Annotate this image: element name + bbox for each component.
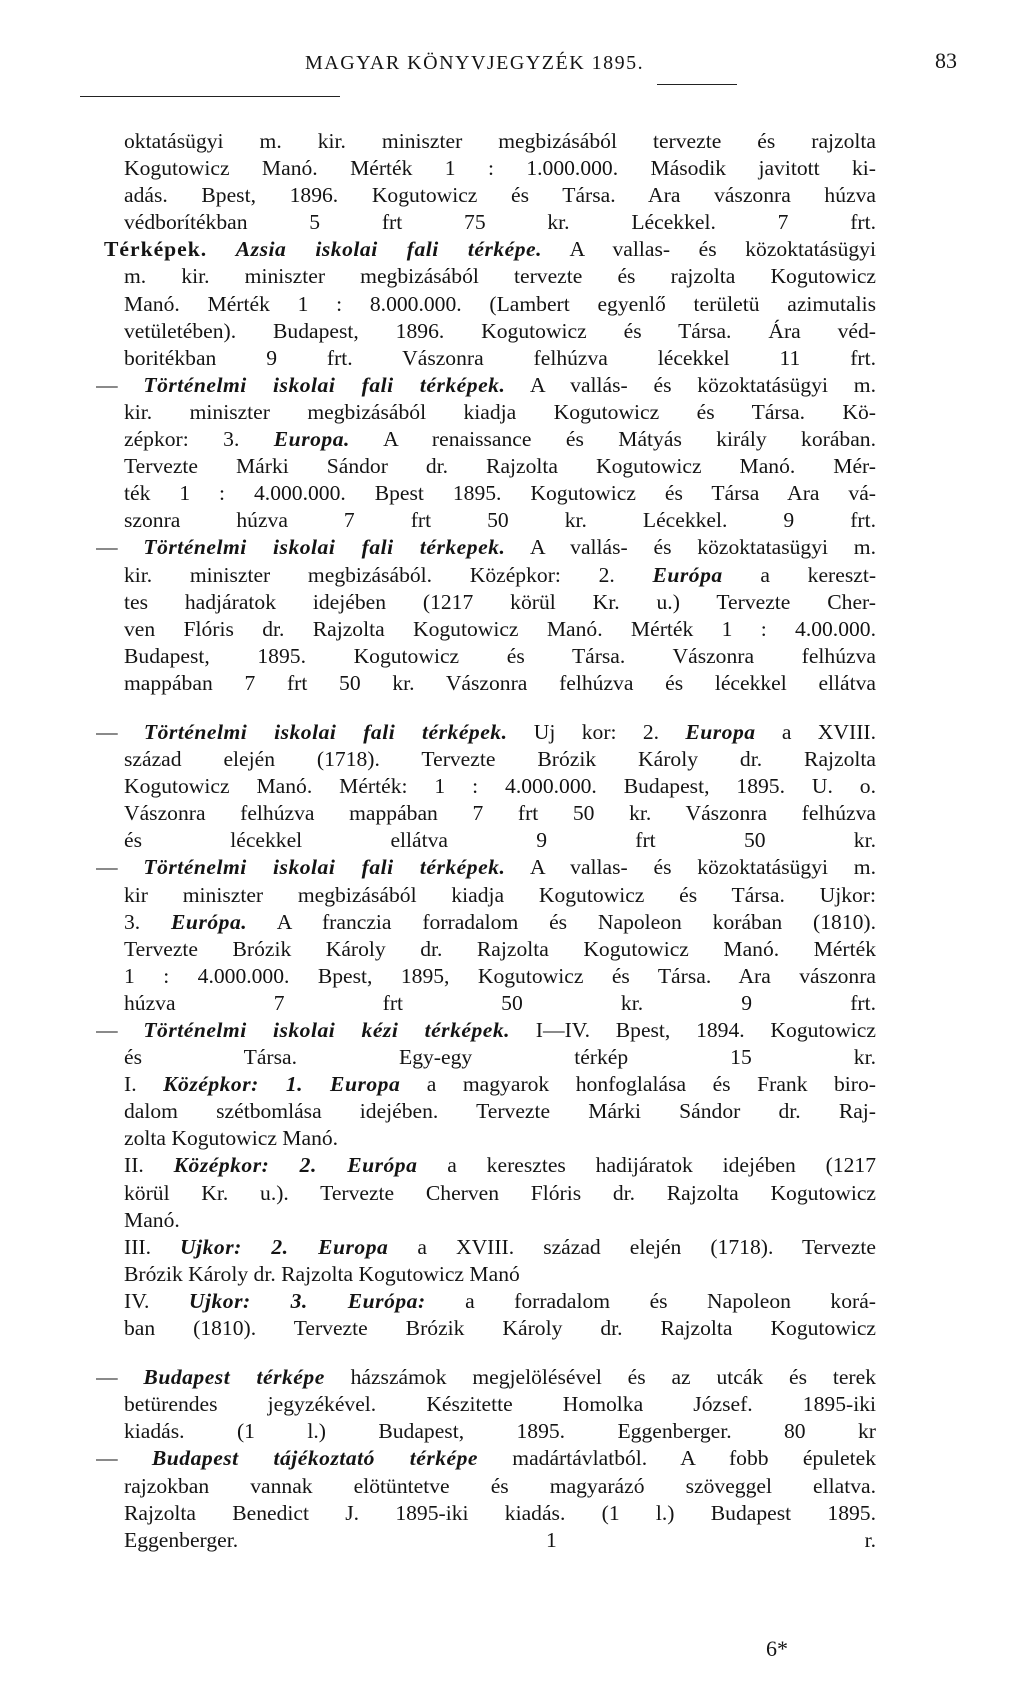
text-line: [124, 399, 876, 426]
line-segment: —: [96, 1446, 152, 1471]
text-line: [124, 746, 876, 773]
text-line: [124, 1500, 876, 1527]
text-line: [124, 1207, 876, 1234]
line-segment: —: [96, 535, 144, 560]
line-segment: a keresztes hadijáratok idejében (1217: [417, 1153, 876, 1178]
line-segment: a kereszt-: [722, 562, 876, 587]
catalog-text: [96, 128, 876, 1554]
line-segment: Budapest, 1895. Kogutowicz és Társa. Vászonra felhúzva: [124, 643, 876, 668]
line-segment: védborítékban 5 frt 75 kr. Lécekkel. 7 frt.: [124, 210, 876, 235]
text-line: [124, 827, 876, 854]
italic-title: Europa.: [273, 427, 350, 452]
text-line: [124, 1044, 876, 1071]
line-segment: ban (1810). Tervezte Brózik Károly dr. Rajzolta Kogutowicz: [124, 1316, 876, 1341]
italic-title: Europa: [685, 719, 756, 744]
text-line: [124, 291, 876, 318]
italic-title: Azsia iskolai fali térképe.: [235, 237, 543, 262]
line-segment: III.: [124, 1234, 181, 1259]
line-segment: vetületében). Budapest, 1896. Kogutowicz és Társa. Ára véd-: [124, 318, 876, 343]
line-segment: I.: [124, 1072, 164, 1097]
italic-title: Történelmi iskolai fali térképek.: [143, 372, 506, 397]
line-segment: betürendes jegyzékével. Készitette Homolka József. 1895-iki: [124, 1392, 876, 1417]
text-line: [124, 1315, 876, 1342]
text-line: [124, 616, 876, 643]
line-segment: a XVIII.: [755, 719, 876, 744]
text-line: [96, 1364, 876, 1391]
text-line: [124, 263, 876, 290]
line-segment: 1 : 4.000.000. Bpest, 1895, Kogutowicz és Társa. Ara vászonra: [124, 963, 876, 988]
text-line: [124, 562, 876, 589]
line-segment: oktatásügyi m. kir. miniszter megbizásából tervezte és rajzolta: [124, 129, 876, 153]
text-line: [124, 909, 876, 936]
text-line: [96, 854, 876, 881]
entry-gap: [124, 1342, 876, 1364]
text-line: [124, 128, 876, 155]
text-line: [124, 209, 876, 236]
line-segment: kir. miniszter megbizásából kiadja Kogutowicz és Társa. Kö-: [124, 399, 876, 424]
text-line: [124, 1098, 876, 1125]
italic-title: Budapest tájékoztató térképe: [151, 1446, 478, 1471]
text-line: [124, 670, 876, 697]
line-segment: adás. Bpest, 1896. Kogutowicz és Társa. Ara vászonra húzva: [124, 183, 876, 208]
italic-title: Ujkor: 3. Európa:: [188, 1288, 426, 1313]
text-line: [124, 1180, 876, 1207]
line-segment: boritékban 9 frt. Vászonra felhúzva lécekkel 11 frt.: [124, 345, 876, 370]
line-segment: körül Kr. u.). Tervezte Cherven Flóris dr. Rajzolta Kogutowicz: [124, 1180, 876, 1205]
italic-title: Ujkor: 2. Europa: [180, 1234, 389, 1259]
italic-title: Budapest térképe: [143, 1365, 325, 1390]
line-segment: Eggenberger. 1 r.: [124, 1527, 876, 1552]
italic-title: Történelmi iskolai fali térképek.: [143, 719, 508, 744]
line-segment: —: [96, 719, 144, 744]
line-segment: házszámok megjelölésével és az utcák és terek: [324, 1365, 876, 1390]
text-line: [124, 318, 876, 345]
text-line: [104, 236, 876, 263]
line-segment: rajzokban vannak elötüntetve és magyarázó szöveggel ellatva.: [124, 1473, 876, 1498]
line-segment: a magyarok honfoglalása és Frank biro-: [400, 1072, 876, 1097]
text-line: [124, 1152, 876, 1179]
line-segment: és lécekkel ellátva 9 frt 50 kr.: [124, 828, 876, 853]
line-segment: húzva 7 frt 50 kr. 9 frt.: [124, 990, 876, 1015]
line-segment: m. kir. miniszter megbizásából tervezte és rajzolta Kogutowicz: [124, 264, 876, 289]
text-line: [124, 1125, 876, 1152]
line-segment: —: [96, 372, 144, 397]
text-line: [124, 773, 876, 800]
line-segment: ték 1 : 4.000.000. Bpest 1895. Kogutowicz és Társa Ara vá-: [124, 481, 876, 506]
line-segment: a XVIII. század elején (1718). Tervezte: [388, 1234, 876, 1259]
line-segment: zépkor: 3.: [124, 427, 274, 452]
text-line: [124, 1418, 876, 1445]
line-segment: A franczia forradalom és Napoleon korában (1810).: [247, 909, 876, 934]
line-segment: Manó. Mérték 1 : 8.000.000. (Lambert egyenlő területü azimutalis: [124, 291, 876, 316]
text-line: [124, 155, 876, 182]
line-segment: ven Flóris dr. Rajzolta Kogutowicz Manó. Mérték 1 : 4.00.000.: [124, 616, 876, 641]
text-line: [124, 480, 876, 507]
text-line: [124, 1473, 876, 1500]
italic-title: Középkor: 1. Europa: [163, 1072, 401, 1097]
line-segment: A vallas- és közoktatásügyi: [542, 237, 876, 262]
line-segment: dalom szétbomlása idejében. Tervezte Márki Sándor dr. Raj-: [124, 1099, 876, 1124]
italic-title: Történelmi iskolai fali térkepek.: [143, 535, 506, 560]
line-segment: a forradalom és Napoleon korá-: [425, 1288, 876, 1313]
line-segment: —: [96, 1365, 144, 1390]
header-rule-right: [657, 84, 737, 85]
line-segment: szonra húzva 7 frt 50 kr. Lécekkel. 9 frt.: [124, 508, 876, 533]
text-line: [124, 1391, 876, 1418]
text-line: [124, 589, 876, 616]
line-segment: mappában 7 frt 50 kr. Vászonra felhúzva és lécekkel ellátva: [124, 670, 876, 695]
text-line: [124, 453, 876, 480]
text-line: [96, 1445, 876, 1472]
line-segment: I—IV. Bpest, 1894. Kogutowicz: [510, 1018, 876, 1042]
italic-title: Európa: [652, 562, 723, 587]
text-line: [96, 372, 876, 399]
section-heading: Térképek.: [104, 237, 208, 262]
text-line: [124, 182, 876, 209]
line-segment: Vászonra felhúzva mappában 7 frt 50 kr. Vászonra felhúzva: [124, 801, 876, 826]
text-line: [124, 1288, 876, 1315]
text-line: [124, 345, 876, 372]
line-segment: IV.: [124, 1288, 189, 1313]
text-line: [96, 719, 876, 746]
text-line: [96, 1017, 876, 1044]
entry-gap: [124, 697, 876, 719]
italic-title: Történelmi iskolai kézi térképek.: [143, 1018, 511, 1042]
line-segment: század elején (1718). Tervezte Brózik Károly dr. Rajzolta: [124, 747, 876, 772]
line-segment: Rajzolta Benedict J. 1895-iki kiadás. (1 l.) Budapest 1895.: [124, 1500, 876, 1525]
line-segment: A vallás- és közoktatasügyi m.: [505, 535, 876, 560]
line-segment: Kogutowicz Manó. Mérték 1 : 1.000.000. Második javitott ki-: [124, 156, 876, 181]
line-segment: II.: [124, 1153, 174, 1178]
text-line: [124, 507, 876, 534]
line-segment: A vallas- és közoktatásügyi m.: [505, 855, 876, 880]
text-line: [124, 1234, 876, 1261]
text-line: [124, 1261, 876, 1288]
line-segment: A vallás- és közoktatásügyi m.: [505, 372, 876, 397]
text-line: [124, 800, 876, 827]
signature-mark: 6*: [766, 1636, 788, 1661]
line-segment: madártávlatból. A fobb épuletek: [477, 1446, 876, 1471]
page-number: 83: [935, 48, 957, 73]
line-segment: kir miniszter megbizásából kiadja Kogutowicz és Társa. Ujkor:: [124, 882, 876, 907]
line-segment: Manó.: [124, 1207, 180, 1232]
running-title: MAGYAR KÖNYVJEGYZÉK 1895.: [305, 52, 645, 74]
line-segment: zolta Kogutowicz Manó.: [124, 1126, 339, 1151]
text-line: [124, 1527, 876, 1554]
italic-title: Európa.: [171, 909, 248, 934]
line-segment: Tervezte Brózik Károly dr. Rajzolta Kogutowicz Manó. Mérték: [124, 936, 876, 961]
italic-title: Történelmi iskolai fali térképek.: [143, 855, 506, 880]
line-segment: tes hadjáratok idejében (1217 körül Kr. u.) Tervezte Cher-: [124, 589, 876, 614]
line-segment: Tervezte Márki Sándor dr. Rajzolta Kogutowicz Manó. Mér-: [124, 454, 876, 479]
line-segment: és Társa. Egy-egy térkép 15 kr.: [124, 1045, 876, 1070]
line-segment: —: [96, 1018, 144, 1042]
text-line: [124, 426, 876, 453]
line-segment: A renaissance és Mátyás király korában.: [349, 427, 876, 452]
line-segment: Brózik Károly dr. Rajzolta Kogutowicz Manó: [124, 1261, 520, 1286]
text-line: [124, 1071, 876, 1098]
text-line: [124, 936, 876, 963]
page-header: [0, 46, 1024, 86]
line-segment: Kogutowicz Manó. Mérték: 1 : 4.000.000. Budapest, 1895. U. o.: [124, 774, 876, 799]
line-segment: Uj kor: 2.: [507, 719, 686, 744]
line-segment: 3.: [124, 909, 172, 934]
line-segment: kir. miniszter megbizásából. Középkor: 2.: [124, 562, 653, 587]
text-line: [124, 963, 876, 990]
text-line: [124, 882, 876, 909]
italic-title: Középkor: 2. Európa: [173, 1153, 418, 1178]
header-rule-left: [80, 96, 340, 97]
line-segment: —: [96, 855, 144, 880]
text-line: [96, 534, 876, 561]
line-segment: [207, 237, 236, 261]
text-line: [124, 643, 876, 670]
text-line: [124, 990, 876, 1017]
line-segment: kiadás. (1 l.) Budapest, 1895. Eggenberger. 80 kr: [124, 1419, 876, 1444]
